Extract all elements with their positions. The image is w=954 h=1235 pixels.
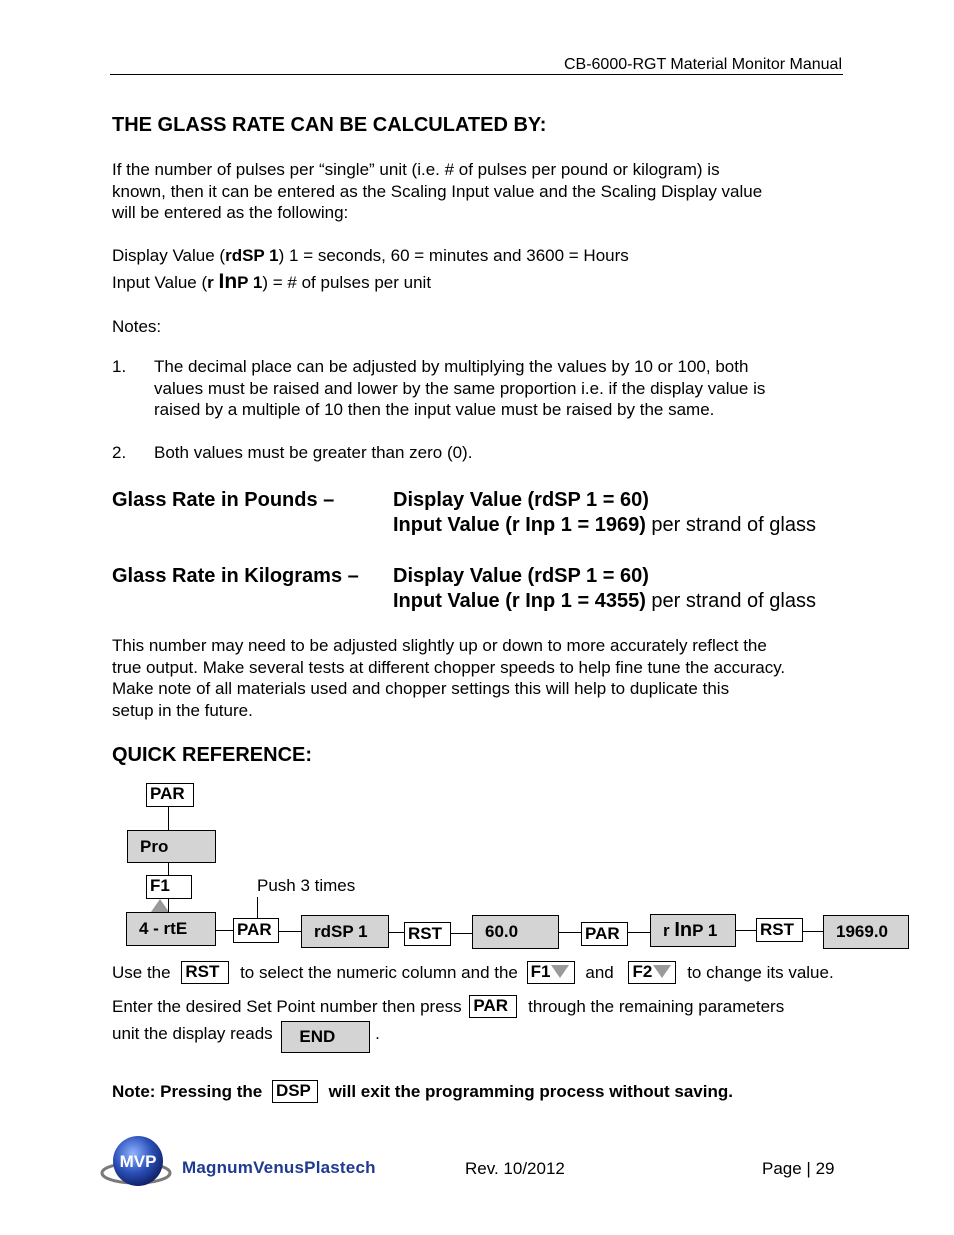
header-divider bbox=[110, 74, 843, 75]
note-number: 1. bbox=[112, 357, 127, 376]
value-display-60: 60.0 bbox=[472, 915, 559, 949]
connector bbox=[168, 863, 169, 875]
input-code: r InP 1 bbox=[207, 270, 263, 293]
connector bbox=[559, 932, 581, 933]
connector bbox=[257, 897, 258, 918]
rate-label-pounds: Glass Rate in Pounds – bbox=[112, 489, 335, 511]
connector bbox=[736, 930, 756, 931]
par-key[interactable]: PAR bbox=[233, 918, 279, 943]
section-heading: THE GLASS RATE CAN BE CALCULATED BY: bbox=[112, 114, 547, 136]
connector bbox=[803, 931, 823, 932]
intro-line: known, then it can be entered as the Scaling Input value and the Scaling Display value bbox=[112, 181, 763, 201]
connector bbox=[389, 932, 404, 933]
rinp-display: r InP 1 bbox=[650, 914, 736, 947]
rst-key[interactable]: RST bbox=[756, 918, 803, 942]
rst-key[interactable]: RST bbox=[404, 922, 451, 946]
rte-display: 4 - rtE bbox=[126, 912, 216, 946]
intro-paragraph bbox=[112, 159, 762, 224]
end-display: END bbox=[281, 1021, 370, 1053]
rate-values-kilograms: Display Value (rdSP 1 = 60) Input Value (r Inp 1 = 4355) per strand of glass bbox=[393, 565, 816, 612]
value-display-1969: 1969.0 bbox=[823, 915, 909, 949]
par-key[interactable]: PAR bbox=[469, 995, 517, 1018]
connector bbox=[168, 807, 169, 830]
up-arrow-icon bbox=[151, 899, 169, 912]
intro-line: If the number of pulses per “single” unit (i.e. # of pulses per pound or kilogram) is bbox=[112, 160, 720, 179]
par-key[interactable]: PAR bbox=[581, 922, 628, 946]
revision: Rev. 10/2012 bbox=[465, 1159, 565, 1178]
dsp-key[interactable]: DSP bbox=[272, 1080, 318, 1103]
company-name: MagnumVenusPlastech bbox=[182, 1158, 376, 1177]
intro-line: will be entered as the following: bbox=[112, 203, 349, 222]
note-text: Both values must be greater than zero (0). bbox=[154, 443, 473, 462]
adjust-paragraph: This number may need to be adjusted slightly up or down to more accurately reflect the true output. Make several tests at different chopper speeds to help fine tune the accuracy. Make note of all materials used and chopper settings this will help to duplicate this setup in the future. bbox=[112, 636, 786, 720]
instruction-line-3: unit the display reads END . bbox=[112, 1021, 380, 1054]
f1-down-key[interactable]: F1 bbox=[527, 961, 575, 984]
note-text: The decimal place can be adjusted by multiplying the values by 10 or 100, both values must be raised and lower by the same proportion i.e. if the display value is raised by a multiple of 10 then the input value must be raised by the same. bbox=[154, 357, 766, 419]
display-code: rdSP 1 bbox=[225, 246, 279, 265]
f2-down-key[interactable]: F2 bbox=[628, 961, 676, 984]
instruction-line-2: Enter the desired Set Point number then press PAR through the remaining parameters bbox=[112, 995, 784, 1021]
note-number: 2. bbox=[112, 443, 127, 462]
manual-title: CB-6000-RGT Material Monitor Manual bbox=[563, 56, 842, 73]
pro-display: Pro bbox=[127, 830, 216, 863]
input-value-line: Input Value (r InP 1) = # of pulses per unit bbox=[112, 270, 432, 293]
instruction-line-1: Use the RST to select the numeric column and the F1 and F2 to change its value. bbox=[112, 961, 834, 987]
connector bbox=[279, 931, 301, 932]
display-value-line: Display Value (rdSP 1) 1 = seconds, 60 = minutes and 3600 = Hours bbox=[112, 246, 629, 265]
rdsp-display: rdSP 1 bbox=[301, 915, 389, 948]
push-note: Push 3 times bbox=[257, 876, 356, 895]
connector bbox=[216, 930, 233, 931]
f1-up-key[interactable]: F1 bbox=[146, 875, 192, 899]
rate-values-pounds: Display Value (rdSP 1 = 60) Input Value (r Inp 1 = 1969) per strand of glass bbox=[393, 489, 816, 536]
par-key[interactable]: PAR bbox=[146, 783, 194, 807]
connector bbox=[628, 932, 650, 933]
connector bbox=[168, 899, 169, 912]
rst-key[interactable]: RST bbox=[181, 961, 229, 984]
note-line: Note: Pressing the DSP will exit the programming process without saving. bbox=[112, 1080, 733, 1106]
down-arrow-icon bbox=[551, 965, 569, 978]
connector bbox=[451, 933, 472, 934]
rate-label-kilograms: Glass Rate in Kilograms – bbox=[112, 565, 359, 587]
page-number: Page | 29 bbox=[762, 1159, 835, 1178]
svg-text:MVP: MVP bbox=[119, 1152, 157, 1171]
mvp-logo-icon bbox=[100, 1133, 172, 1189]
company-logo bbox=[100, 1133, 172, 1189]
quick-reference-heading: QUICK REFERENCE: bbox=[112, 744, 313, 766]
down-arrow-icon bbox=[653, 965, 671, 978]
notes-label: Notes: bbox=[112, 317, 162, 336]
